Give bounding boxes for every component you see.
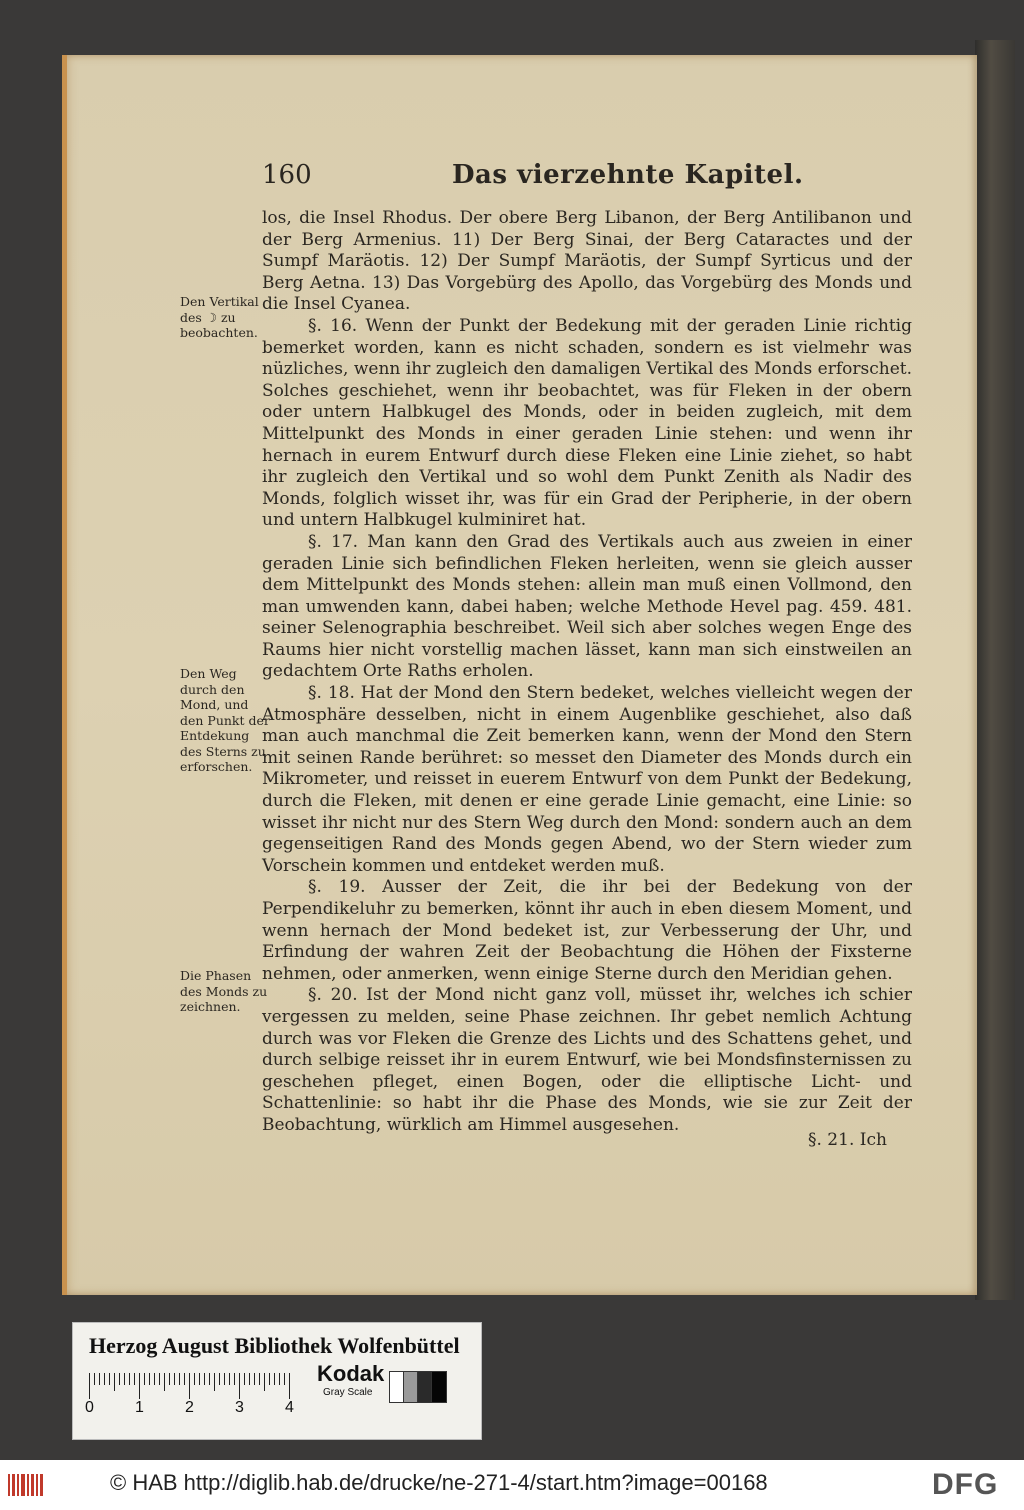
ruler-tick xyxy=(99,1373,100,1385)
ruler-number: 2 xyxy=(185,1399,194,1416)
book-binding xyxy=(975,40,1015,1300)
paragraph-18: §. 18. Hat der Mond den Stern bedeket, welches vielleicht wegen der Atmosphäre desselben, nicht in einem Augenblike geschiehet, also daß man auch manchmal die Zeit bemerken kann, wenn der Mond den Stern mit seinen Rande berühret: so messet den Diameter des Monds durch ein Mikrometer, und reisset in euerem Entwurf von dem Punkt der Bedekung, durch die Fleken, mit denen er eine gerade Linie gemacht, eine Linie: so wisset ihr nicht nur des Stern Weg durch den Mond: sondern auch an dem gegenseitigen Rand des Monds gegen Abend, wo der Stern wieder zum Vorschein kommen und entdeket werden muß. xyxy=(262,683,912,876)
ruler-tick xyxy=(249,1373,250,1385)
footer-bar xyxy=(0,1460,1024,1510)
ruler-tick xyxy=(179,1373,180,1385)
ruler-tick xyxy=(224,1373,225,1385)
page-edge xyxy=(62,55,67,1295)
ruler-tick xyxy=(194,1373,195,1385)
ruler-tick xyxy=(144,1373,145,1385)
paragraph-16: §. 16. Wenn der Punkt der Bedekung mit der geraden Linie richtig bemerket worden, kann es nicht schaden, sondern es ist vielmehr was nüzliches, wenn ihr zugleich den damaligen Vertikal des Monds erforschet. Solches geschiehet, wenn ihr beobachtet, was für Fleken in der obern oder untern Halbkugel des Monds, oder in beiden zugleich, mit dem Mittelpunkt des Monds in einer geraden Linie stehen: und wenn ihr hernach in eurem Entwurf durch diese Fleken eine Linie ziehet, so habt ihr zugleich den Vertikal und so wohl dem Punkt Zenith als Nadir des Monds, folglich wisset ihr, was für ein Grad der Peripherie, in der obern und untern Halbkugel kulminiret hat. xyxy=(262,315,912,531)
ruler-tick xyxy=(189,1373,190,1399)
ruler-tick xyxy=(199,1373,200,1385)
ruler-tick xyxy=(109,1373,110,1385)
ruler-tick xyxy=(129,1373,130,1385)
ruler-tick xyxy=(259,1373,260,1385)
barcode-icon xyxy=(6,1470,46,1500)
ruler-tick xyxy=(279,1373,280,1385)
ruler-tick xyxy=(94,1373,95,1385)
page-number: 160 xyxy=(262,160,312,190)
ruler-tick xyxy=(149,1373,150,1385)
ruler-tick xyxy=(154,1373,155,1385)
ruler-tick xyxy=(269,1373,270,1385)
ruler-tick xyxy=(214,1373,215,1391)
ruler-tick xyxy=(174,1373,175,1385)
ruler-tick xyxy=(209,1373,210,1385)
ruler-tick xyxy=(284,1373,285,1385)
copyright-link[interactable]: © HAB http://diglib.hab.de/drucke/ne-271-4/start.htm?image=00168 xyxy=(110,1470,768,1495)
paragraph-17: §. 17. Man kann den Grad des Vertikals auch aus zweien in einer geraden Linie sich befindlichen Fleken herleiten, wenn sie gleich ausser dem Mittelpunkt des Monds stehen: allein man muß einen Vollmond, den man umwenden kann, dabei haben; welche Methode Hevel pag. 459. 481. seiner Selenographia beschreibet. Weil sich aber solches wegen Enge des Raums hier nicht vorstellig machen lässet, kann man sich einstweilen an gedachtem Orte Raths erholen. xyxy=(262,531,912,682)
ruler-number: 0 xyxy=(85,1399,94,1416)
ruler-tick xyxy=(204,1373,205,1385)
ruler-tick xyxy=(134,1373,135,1385)
ruler-number: 1 xyxy=(135,1399,144,1416)
library-name: Herzog August Bibliothek Wolfenbüttel xyxy=(89,1333,460,1358)
dfg-logo: DFG xyxy=(932,1468,999,1501)
ruler-tick xyxy=(119,1373,120,1385)
ruler-tick xyxy=(239,1373,240,1399)
ruler-tick xyxy=(219,1373,220,1385)
ruler-tick xyxy=(264,1373,265,1391)
ruler-tick xyxy=(159,1373,160,1385)
ruler-tick xyxy=(184,1373,185,1385)
ruler-number: 3 xyxy=(235,1399,244,1416)
ruler-tick xyxy=(274,1373,275,1385)
margin-note-phasen: Die Phasen des Monds zu zeichnen. xyxy=(180,968,268,1014)
ruler-tick xyxy=(244,1373,245,1385)
kodak-logo: Kodak xyxy=(317,1361,385,1386)
ruler-tick xyxy=(139,1373,140,1399)
ruler-tick xyxy=(89,1373,90,1399)
ruler-tick xyxy=(234,1373,235,1385)
ruler-tick xyxy=(254,1373,255,1385)
ruler-number: 4 xyxy=(285,1399,294,1416)
running-head xyxy=(262,160,912,200)
ruler-tick xyxy=(229,1373,230,1385)
paragraph-20: §. 20. Ist der Mond nicht ganz voll, müsset ihr, welches ich schier vergessen zu melden, seine Phase zeichnen. Ihr gebet nemlich Achtung durch was vor Fleken die Grenze des Lichts und des Schattens gehet, und durch selbige reisset ihr in eurem Entwurf, wie bei Mondsfinsternissen zu geschehen pfleget, einen Bogen, oder die elliptische Licht- und Schattenlinie: so habt ihr die Phase des Monds, wie sie zur Zeit der Beobachtung, würklich am Himmel ausgesehen. xyxy=(262,985,912,1135)
chapter-title: Das vierzehnte Kapitel. xyxy=(452,160,804,190)
catchword: §. 21. Ich xyxy=(808,1130,887,1150)
margin-note-vertikal: Den Vertikal des ☽ zu beobachten. xyxy=(180,294,259,340)
ruler-tick xyxy=(104,1373,105,1385)
ruler-tick xyxy=(289,1373,290,1399)
ruler-tick xyxy=(124,1373,125,1385)
ruler-tick xyxy=(114,1373,115,1391)
ruler-tick xyxy=(164,1373,165,1391)
body-text xyxy=(262,208,912,1137)
gray-scale-label: Gray Scale xyxy=(323,1387,373,1398)
ruler-tick xyxy=(169,1373,170,1385)
paragraph-continuation: los, die Insel Rhodus. Der obere Berg Libanon, der Berg Antilibanon und der Berg Armenius. 11) Der Berg Sinai, der Berg Cataractes und der Sumpf Maräotis. 12) Der Sumpf Maräotis, der Sumpf Syrticus und der Berg Aetna. 13) Das Vorgebürg des Apollo, das Vorgebürg des Monds und die Insel Cyanea. xyxy=(262,208,912,315)
gray-swatch xyxy=(431,1371,447,1403)
margin-note-weg: Den Weg durch den Mond, und den Punkt der Entdekung des Sterns zu erforschen. xyxy=(180,666,270,774)
paragraph-19: §. 19. Ausser der Zeit, die ihr bei der Bedekung von der Perpendikeluhr zu bemerken, könnt ihr auch in eben diesem Moment, und wenn hernach der Mond bedeket ist, zur Verbesserung der Uhr, und Erfindung der wahren Zeit der Beobachtung die Höhen der Fixsterne nehmen, oder anmerken, wenn einige Sterne durch den Meridian gehen. xyxy=(262,877,912,984)
color-target-card xyxy=(72,1322,482,1440)
